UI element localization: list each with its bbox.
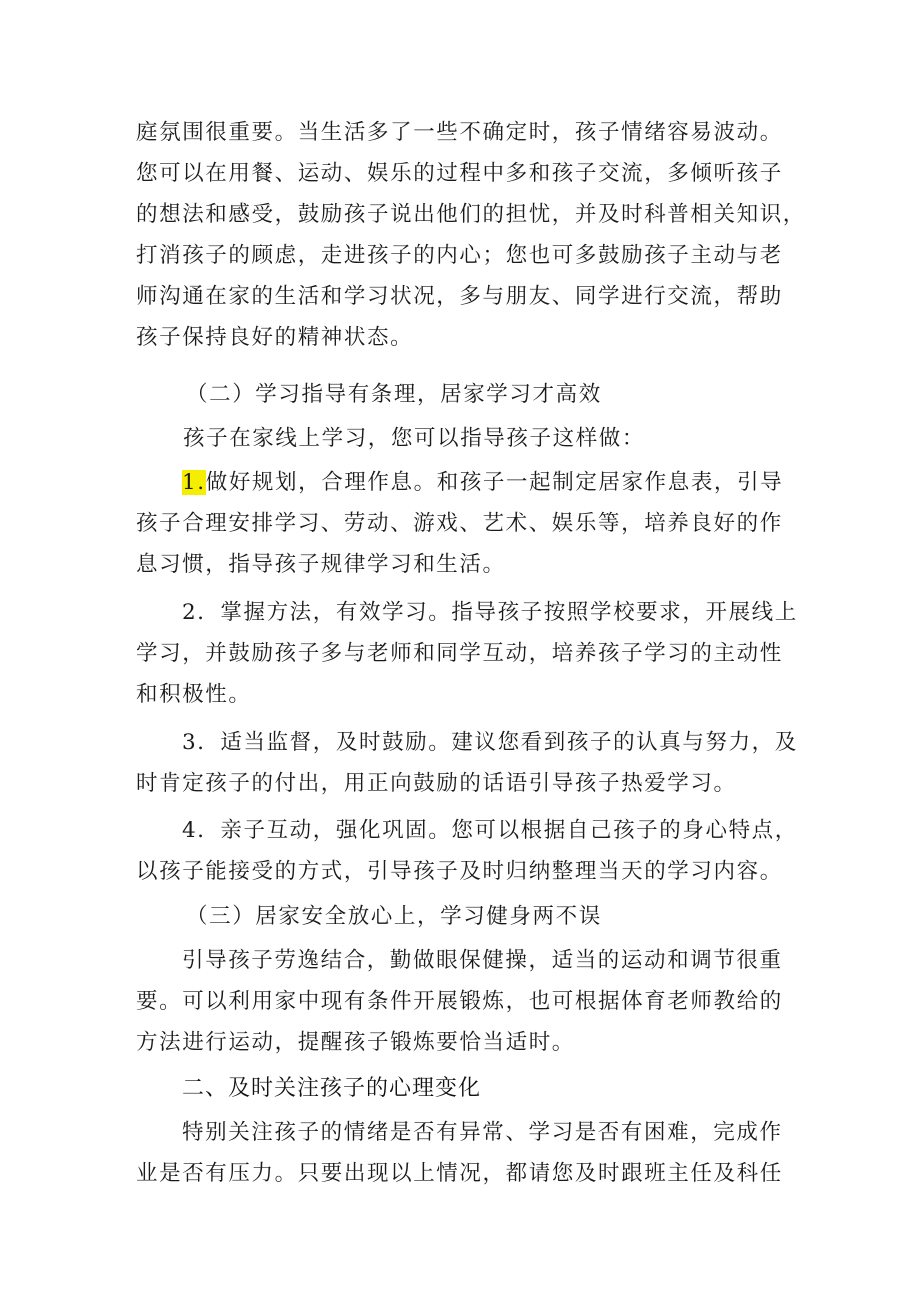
text-line: 方法进行运动，提醒孩子锻炼要恰当适时。 [136, 1030, 575, 1055]
text-line: 和积极性。 [136, 682, 252, 707]
list-item-4 [136, 810, 798, 892]
paragraph-online-study-intro: 孩子在家线上学习，您可以指导孩子这样做： [183, 426, 646, 451]
text-line: 2．掌握方法，有效学习。指导孩子按照学校要求，开展线上 [182, 600, 798, 625]
text-line: 4．亲子互动，强化巩固。您可以根据自己孩子的身心特点， [182, 818, 798, 843]
text-line: 师沟通在家的生活和学习状况，多与朋友、同学进行交流，帮助 [136, 284, 783, 309]
text-line [136, 462, 788, 503]
text-line: 时肯定孩子的付出，用正向鼓励的话语引导孩子热爱学习。 [136, 771, 737, 796]
paragraph-family-atmosphere [136, 112, 806, 358]
text-line-content: 做好规划，合理作息。和孩子一起制定居家作息表，引导 [205, 470, 784, 495]
text-line: 以孩子能接受的方式，引导孩子及时归纳整理当天的学习内容。 [136, 859, 783, 884]
subheading-study-guidance: （二）学习指导有条理，居家学习才高效 [186, 382, 602, 407]
text-line: 打消孩子的顾虑，走进孩子的内心；您也可多鼓励孩子主动与老 [136, 243, 783, 268]
text-line: 孩子保持良好的精神状态。 [136, 325, 414, 350]
text-line: 息习惯，指导孩子规律学习和生活。 [136, 552, 506, 577]
highlighted-number: 1. [182, 470, 206, 495]
paragraph-exercise [136, 940, 788, 1063]
text-line: 学习，并鼓励孩子多与老师和同学互动，培养孩子学习的主动性 [136, 641, 783, 666]
paragraph-attention-emotions [136, 1112, 788, 1194]
text-line: 3．适当监督，及时鼓励。建议您看到孩子的认真与努力，及 [182, 730, 798, 755]
list-item-3 [136, 722, 798, 804]
subheading-home-safety: （三）居家安全放心上，学习健身两不误 [186, 904, 602, 929]
text-line: 业是否有压力。只要出现以上情况，都请您及时跟班主任及科任 [136, 1161, 783, 1186]
text-line: 引导孩子劳逸结合，勤做眼保健操，适当的运动和调节很重 [182, 948, 783, 973]
text-line: 的想法和感受，鼓励孩子说出他们的担忧，并及时科普相关知识， [136, 202, 806, 227]
list-item-2 [136, 592, 798, 715]
text-line: 庭氛围很重要。当生活多了一些不确定时，孩子情绪容易波动。 [136, 120, 783, 145]
text-line: 要。可以利用家中现有条件开展锻炼，也可根据体育老师教给的 [136, 989, 783, 1014]
text-line: 您可以在用餐、运动、娱乐的过程中多和孩子交流，多倾听孩子 [136, 161, 783, 186]
text-line: 孩子合理安排学习、劳动、游戏、艺术、娱乐等，培养良好的作 [136, 511, 783, 536]
text-line: 特别关注孩子的情绪是否有异常、学习是否有困难，完成作 [182, 1120, 783, 1145]
heading-psychological-changes: 二、及时关注孩子的心理变化 [182, 1076, 482, 1101]
list-item-1 [136, 462, 788, 585]
